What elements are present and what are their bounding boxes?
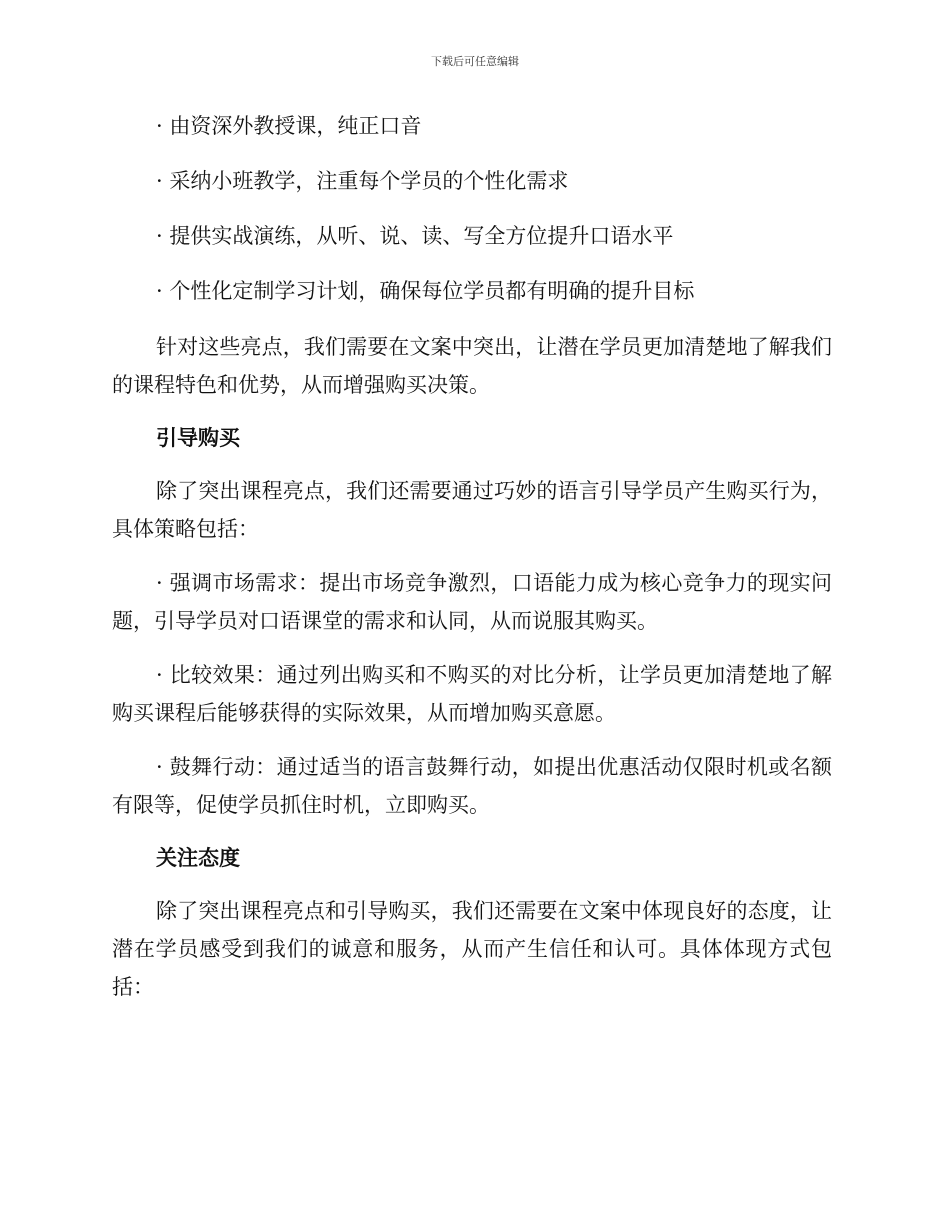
section-heading-attitude: 关注态度 [156, 846, 240, 870]
page-header: 下载后可任意编辑 [431, 55, 519, 68]
guide-item-encourage-action: · 鼓舞行动：通过适当的语言鼓舞行动，如提出优惠活动仅限时机或名额有限等，促使学员抓住时机，立即购买。 [112, 755, 832, 817]
document-body [112, 108, 832, 1022]
highlight-item-4: · 个性化定制学习计划，确保每位学员都有明确的提升目标 [156, 279, 695, 303]
guide-item-compare-effect: · 比较效果：通过列出购买和不购买的对比分析，让学员更加清楚地了解购买课程后能够获得的实际效果，从而增加购买意愿。 [112, 663, 832, 725]
highlights-summary: 针对这些亮点，我们需要在文案中突出，让潜在学员更加清楚地了解我们的课程特色和优势，从而增强购买决策。 [112, 335, 832, 397]
guide-intro: 除了突出课程亮点，我们还需要通过巧妙的语言引导学员产生购买行为，具体策略包括： [112, 479, 832, 541]
section-heading-guide: 引导购买 [156, 426, 240, 450]
highlight-item-3: · 提供实战演练，从听、说、读、写全方位提升口语水平 [156, 224, 674, 248]
attitude-intro: 除了突出课程亮点和引导购买，我们还需要在文案中体现良好的态度，让潜在学员感受到我们的诚意和服务，从而产生信任和认可。具体体现方式包括： [112, 899, 832, 999]
highlight-item-2: · 采纳小班教学，注重每个学员的个性化需求 [156, 169, 569, 193]
guide-item-market-demand: · 强调市场需求：提出市场竞争激烈，口语能力成为核心竞争力的现实问题，引导学员对口语课堂的需求和认同，从而说服其购买。 [112, 571, 832, 633]
highlight-item-1: · 由资深外教授课，纯正口音 [156, 114, 422, 138]
